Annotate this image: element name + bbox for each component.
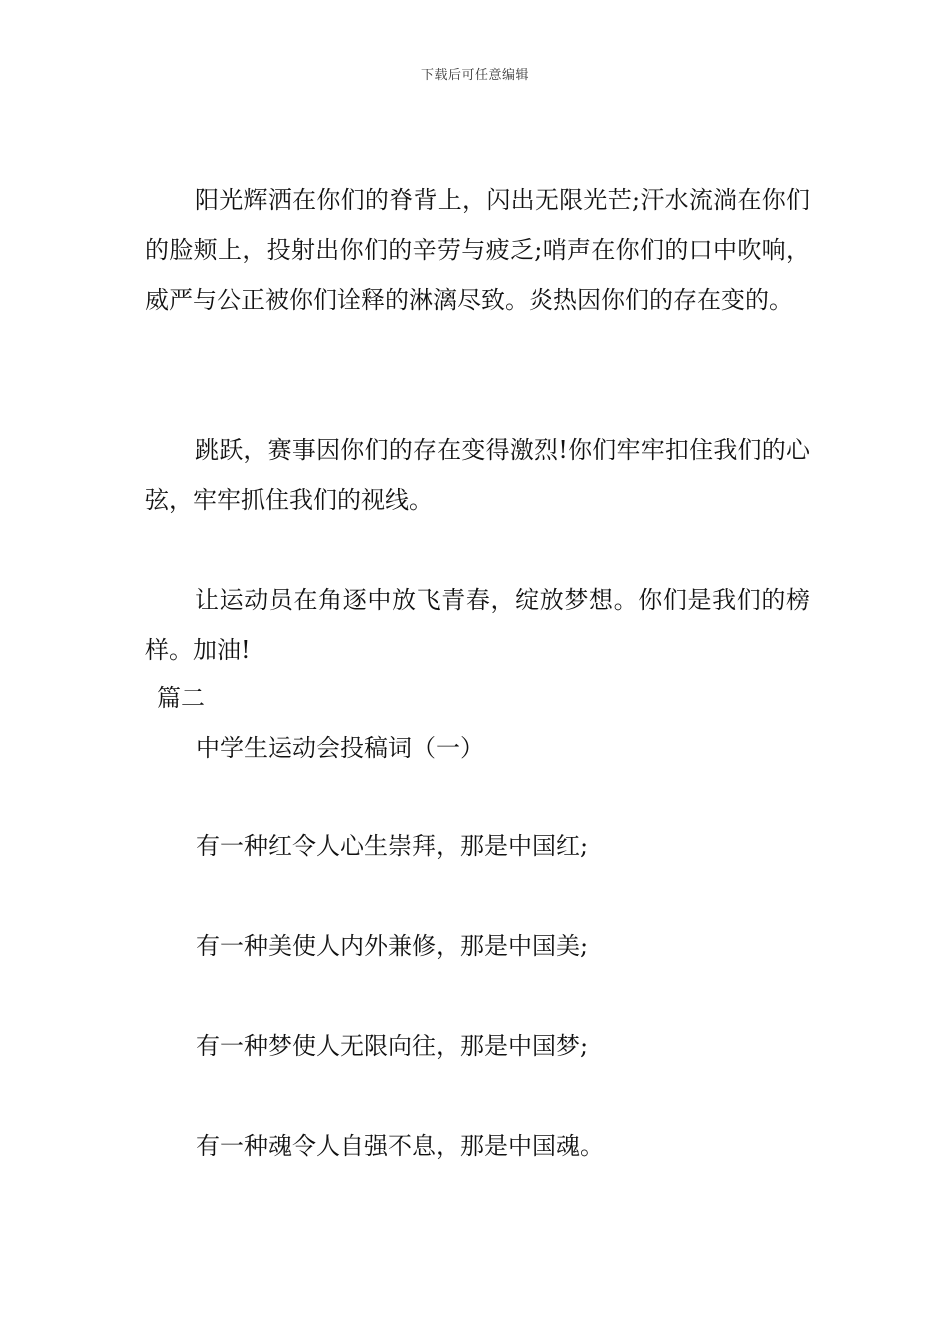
verse-2: 有一种美使人内外兼修，那是中国美; [196, 932, 589, 960]
paragraph-2: 跳跃，赛事因你们的存在变得激烈!你们牢牢扣住我们的心弦，牢牢抓住我们的视线。 [145, 436, 810, 514]
article-title: 中学生运动会投稿词（一） [196, 734, 484, 762]
verse-3: 有一种梦使人无限向往，那是中国梦; [196, 1032, 589, 1060]
paragraph-1: 阳光辉洒在你们的脊背上，闪出无限光芒;汗水流淌在你们的脸颊上，投射出你们的辛劳与疲乏;哨声在你们的口中吹响，威严与公正被你们诠释的淋漓尽致。炎热因你们的存在变的。 [145, 186, 810, 314]
page-header: 下载后可任意编辑 [420, 68, 529, 83]
verse-1: 有一种红令人心生崇拜，那是中国红; [196, 832, 589, 860]
section-label: 篇二 [157, 684, 205, 712]
verse-4: 有一种魂令人自强不息，那是中国魂。 [196, 1132, 604, 1160]
paragraph-3: 让运动员在角逐中放飞青春，绽放梦想。你们是我们的榜样。加油! [145, 586, 810, 664]
